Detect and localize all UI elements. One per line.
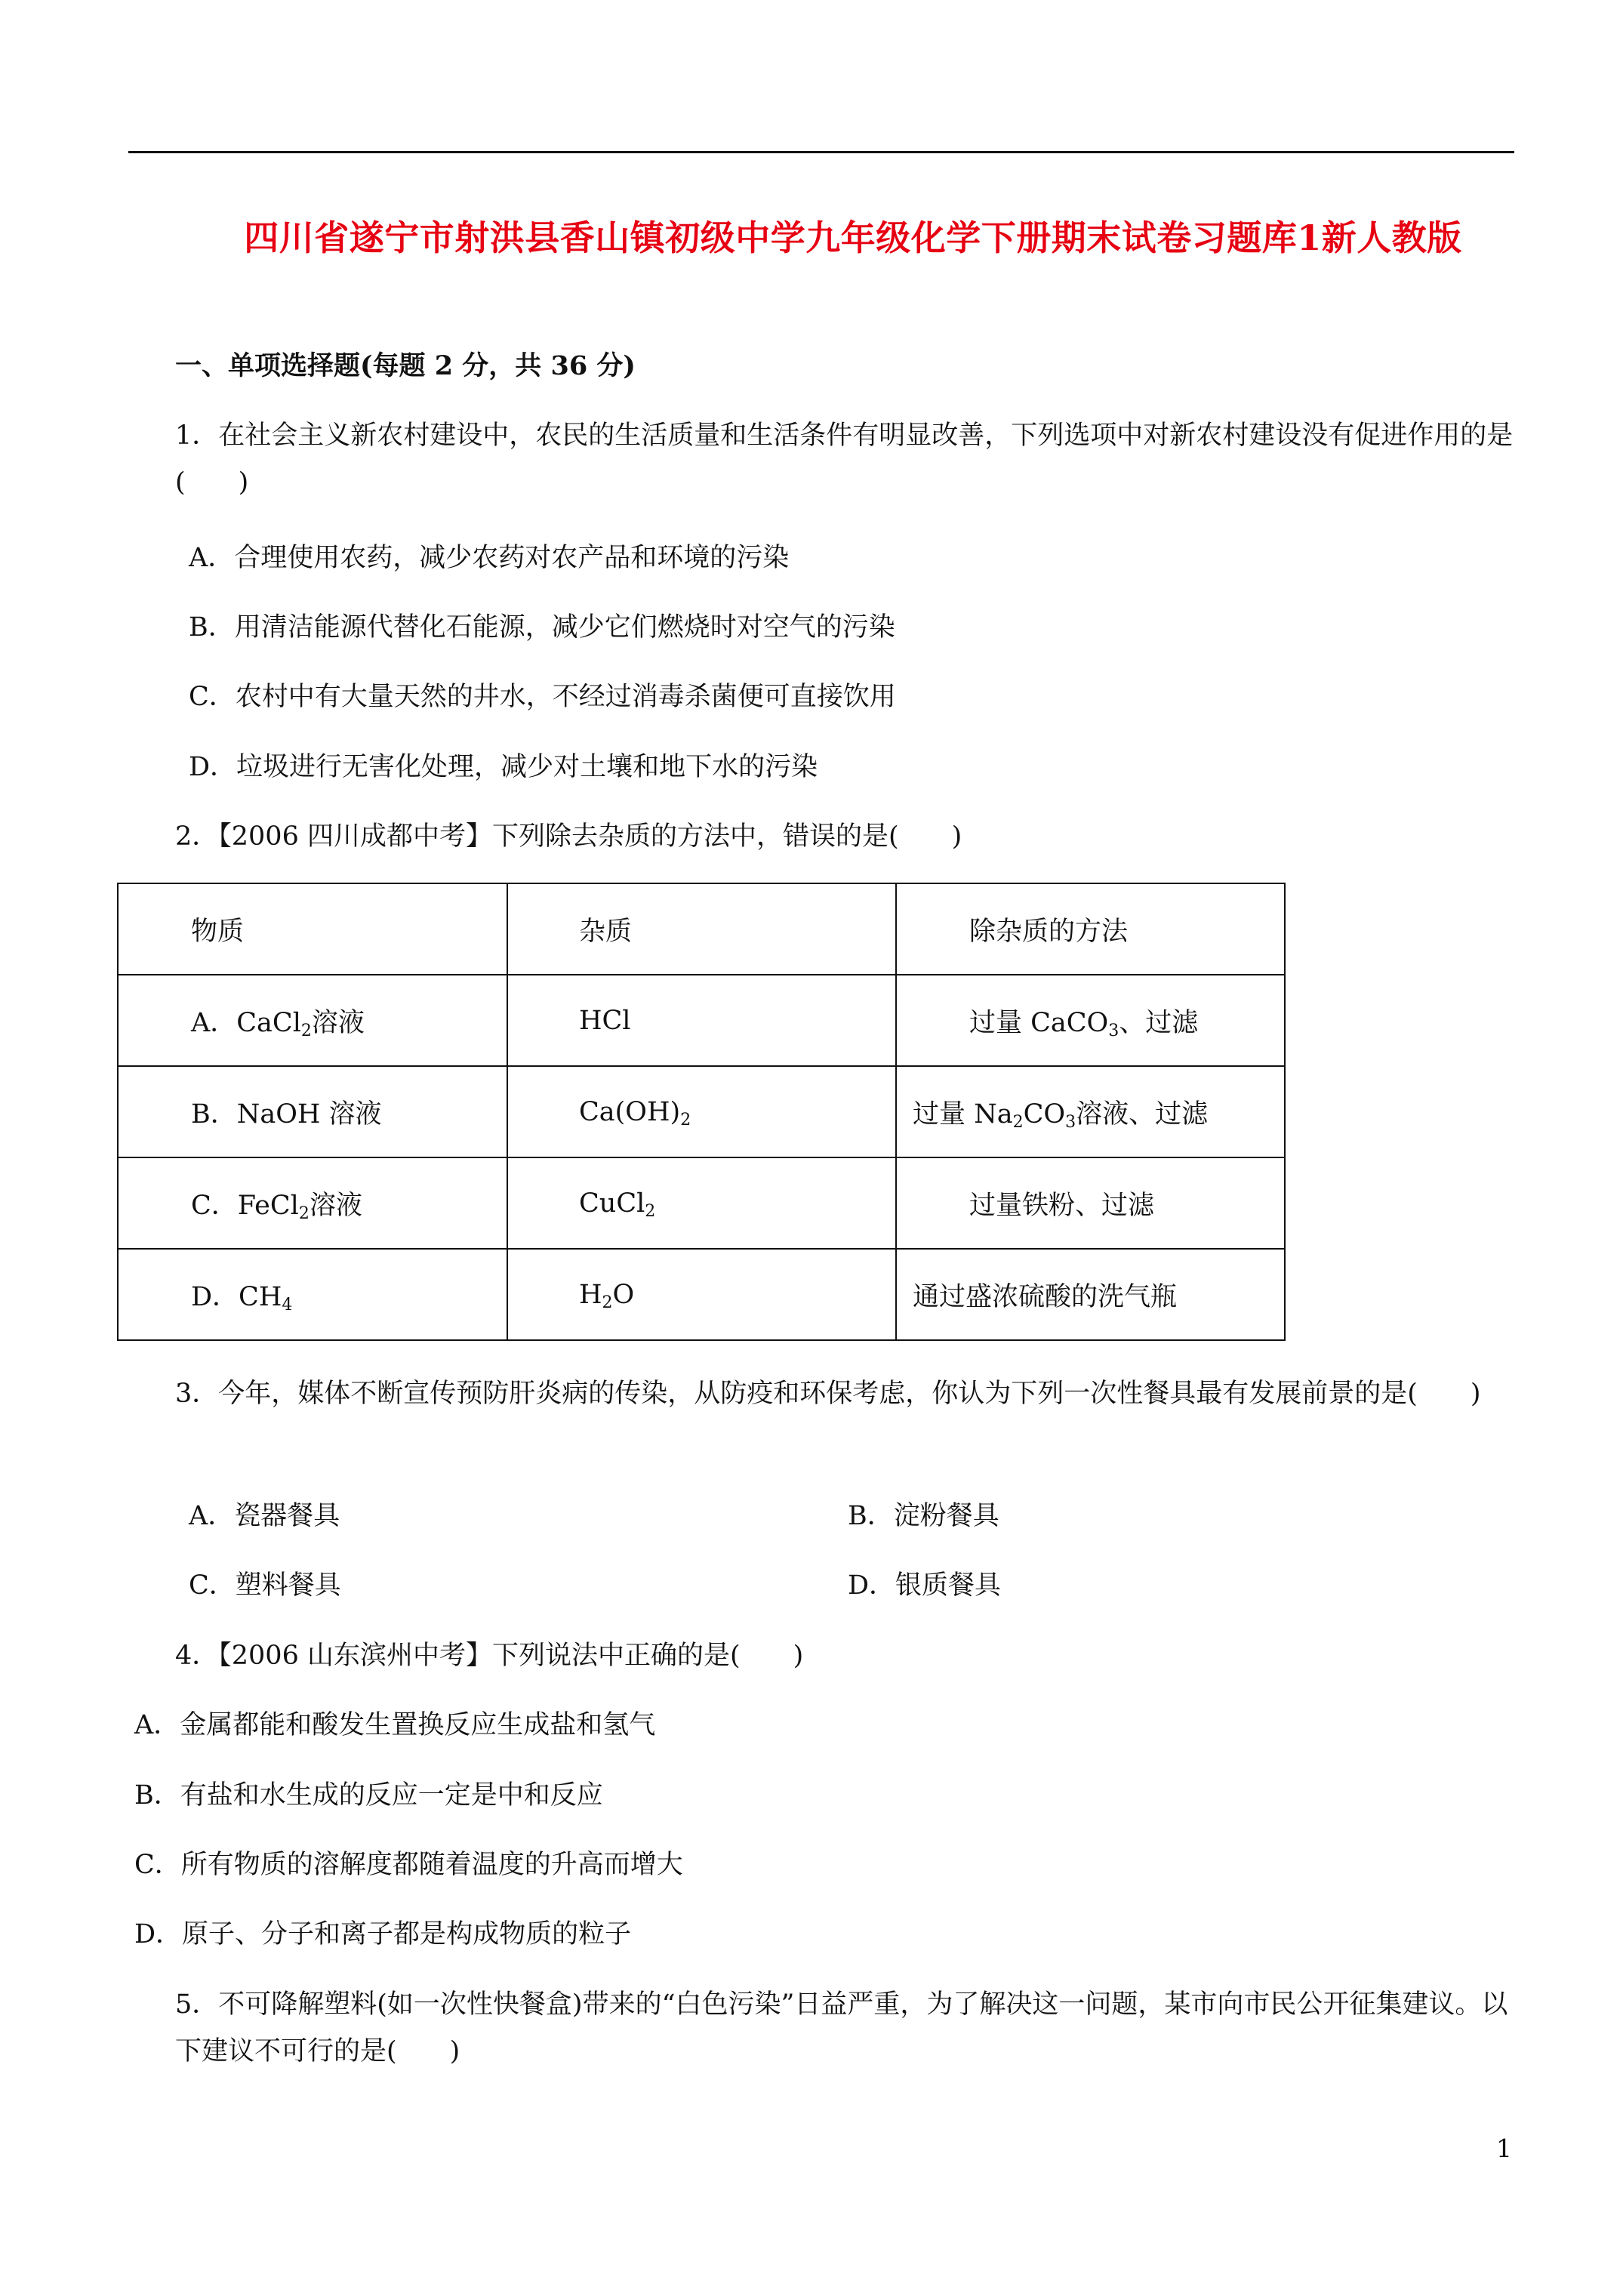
q1-option-a: A．合理使用农药，减少农药对农产品和环境的污染 bbox=[189, 543, 790, 573]
cell-method: 过量铁粉、过滤 bbox=[896, 1157, 1285, 1249]
q3-stem: 3．今年，媒体不断宣传预防肝炎病的传染，从防疫和环保考虑，你认为下列一次性餐具最有发展前景的是( ) bbox=[175, 1379, 1481, 1409]
q1-option-b: B．用清洁能源代替化石能源，减少它们燃烧时对空气的污染 bbox=[189, 612, 895, 643]
q3-option-a: A．瓷器餐具 bbox=[189, 1501, 340, 1531]
q1-option-d: D．垃圾进行无害化处理，减少对土壤和地下水的污染 bbox=[189, 752, 818, 782]
section-heading: 一、单项选择题(每题 2 分，共 36 分) bbox=[175, 350, 636, 381]
q3-option-b: B．淀粉餐具 bbox=[848, 1501, 999, 1531]
q5-stem: 5．不可降解塑料(如一次性快餐盒)带来的“白色污染”日益严重，为了解决这一问题，某市向市民公开征集建议。以下建议不可行的是( ) bbox=[175, 1989, 1508, 2066]
cell-method: 通过盛浓硫酸的洗气瓶 bbox=[896, 1249, 1285, 1340]
table-row bbox=[118, 1066, 1285, 1157]
q3-option-c: C．塑料餐具 bbox=[189, 1570, 341, 1601]
cell-substance: D．$CH_4$ bbox=[118, 1249, 507, 1340]
table-row bbox=[118, 1249, 1285, 1340]
cell-substance: B．NaOH 溶液 bbox=[118, 1066, 507, 1157]
table-header-row bbox=[118, 883, 1285, 975]
cell-impurity: $Ca(OH)_2$ bbox=[507, 1066, 896, 1157]
q1-option-c: C．农村中有大量天然的井水，不经过消毒杀菌便可直接饮用 bbox=[189, 682, 896, 712]
q4-option-c: C．所有物质的溶解度都随着温度的升高而增大 bbox=[134, 1850, 683, 1880]
q4-option-a: A．金属都能和酸发生置换反应生成盐和氢气 bbox=[134, 1710, 656, 1740]
document-title: 四川省遂宁市射洪县香山镇初级中学九年级化学下册期末试卷习题库1新人教版 bbox=[244, 217, 1462, 258]
table-row bbox=[118, 975, 1285, 1066]
table-row bbox=[118, 1157, 1285, 1249]
q3-option-d: D．银质餐具 bbox=[848, 1570, 1002, 1601]
cell-impurity: CuCl$_2$ bbox=[507, 1157, 896, 1249]
q4-option-d: D．原子、分子和离子都是构成物质的粒子 bbox=[134, 1919, 632, 1949]
header-rule bbox=[128, 151, 1514, 153]
q4-stem: 4．【2006 山东滨州中考】下列说法中正确的是( ) bbox=[175, 1641, 804, 1671]
header-impurity: 杂质 bbox=[507, 883, 896, 975]
q4-option-b: B．有盐和水生成的反应一定是中和反应 bbox=[134, 1780, 603, 1811]
q2-stem: 2．【2006 四川成都中考】下列除去杂质的方法中，错误的是( ) bbox=[175, 821, 962, 852]
cell-impurity: $H_2O$ bbox=[507, 1249, 896, 1340]
q2-table bbox=[117, 883, 1286, 1341]
cell-method: 过量 CaCO$_3$、过滤 bbox=[896, 975, 1285, 1066]
cell-method: 过量 $Na_2CO_3$溶液、过滤 bbox=[896, 1066, 1285, 1157]
header-substance: 物质 bbox=[118, 883, 507, 975]
page-number: 1 bbox=[1496, 2134, 1512, 2163]
cell-substance: A．CaCl$_2$溶液 bbox=[118, 975, 507, 1066]
header-method: 除杂质的方法 bbox=[896, 883, 1285, 975]
cell-impurity: HCl bbox=[507, 975, 896, 1066]
q1-stem: 1．在社会主义新农村建设中，农民的生活质量和生活条件有明显改善，下列选项中对新农村建设没有促进作用的是( ) bbox=[175, 421, 1514, 498]
cell-substance: C．FeCl$_2$溶液 bbox=[118, 1157, 507, 1249]
